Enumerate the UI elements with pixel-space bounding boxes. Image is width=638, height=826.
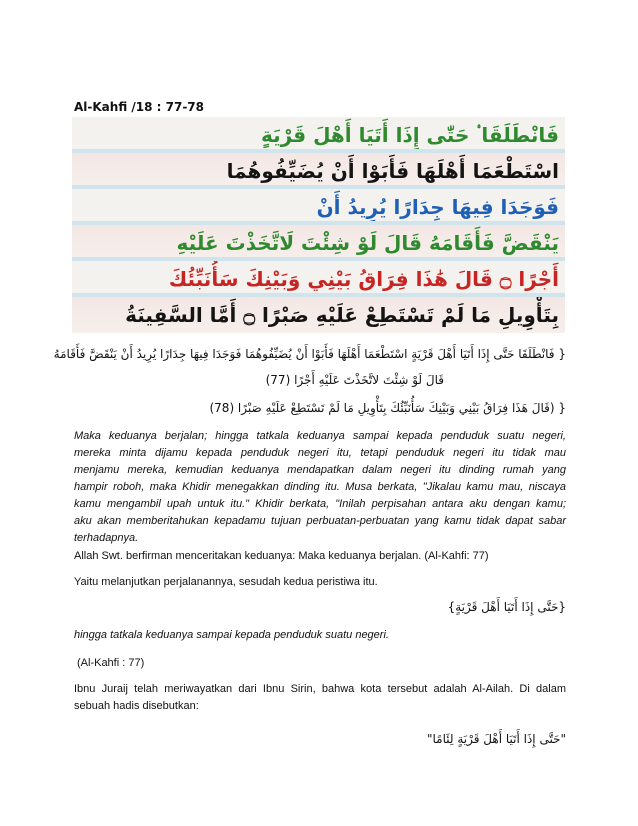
quran-image-text: فَانْطَلَقَا ۟ حَتّٰى إِذَا أَتَيَا أَهْلَ قَرْيَةٍ	[260, 123, 559, 147]
translation-line: mereka minta dijamu kepada penduduk negeri itu, tetapi penduduk negeri itu tidak mau	[74, 447, 566, 459]
quran-image-row	[72, 117, 565, 153]
arabic-verse-line: قَالَ لَوْ شِئْتَ لاتَّخَذْتَ عَلَيْهِ أَجْرًا (77)	[265, 373, 444, 387]
arabic-verse-line: { (قَالَ هَذَا فِرَاقُ بَيْنِي وَبَيْنِكَ سَأُنَبِّئُكَ بِتَأْوِيلِ مَا لَمْ تَسْتَطِعْ عَلَيْهِ صَبْرًا (78)	[209, 401, 566, 415]
quote-translation: hingga tatkala keduanya sampai kepada penduduk suatu negeri.	[74, 629, 389, 641]
translation-line: kamu mengambil upah untuk itu." Khidir berkata, "Inilah perpisahan antara aku dengan kamu;	[74, 498, 566, 510]
commentary-paragraph: Yaitu melanjutkan perjalanannya, sesudah kedua peristiwa itu.	[74, 576, 378, 588]
translation-line: terhadapnya.	[74, 532, 139, 544]
arabic-verse-line: { فَانْطَلَقَا حَتَّى إِذَا أَتَيَا أَهْلَ قَرْيَةٍ اسْتَطْعَمَا أَهْلَهَا فَأَبَوْا أَنْ يُضَيِّفُوهُمَا فَوَجَدَا فِيهَا جِدَارًا يُرِيدُ أَنْ يَنْقَضَّ فَأَقَامَهُ	[53, 347, 566, 361]
quran-image-text: اسْتَطْعَمَا أَهْلَهَا فَأَبَوْا أَنْ يُضَيِّفُوهُمَا	[226, 159, 559, 183]
translation-line: hampir roboh, maka Khidir menegakkan dinding itu. Musa berkata, "Jikalau kamu mau, niscaya	[74, 481, 566, 493]
paragraph-line: Ibnu Juraij telah meriwayatkan dari Ibnu Sirin, bahwa kota tersebut adalah Al-Ailah. Di dalam	[74, 683, 566, 695]
quran-image-text: أَجْرًا ۝ قَالَ هَٰذَا فِرَاقُ بَيْنِي وَبَيْنِكَ سَأُنَبِّئُكَ	[168, 267, 559, 291]
verse-translation	[74, 428, 566, 547]
commentary-paragraph	[74, 681, 566, 715]
arabic-quote: {حَتَّى إِذَا أَتَيَا أَهْلَ قَرْيَةٍ}	[447, 600, 566, 614]
translation-line: menjamu mereka, kemudian keduanya mendapatkan dalam negeri itu dinding rumah yang	[74, 464, 566, 476]
verse-reference: (Al-Kahfi : 77)	[77, 657, 145, 669]
quran-image-text: بِتَأْوِيلِ مَا لَمْ تَسْتَطِعْ عَلَيْهِ صَبْرًا ۝ أَمَّا السَّفِينَةُ	[125, 303, 559, 327]
quran-verse-image	[72, 117, 565, 333]
quran-image-row	[72, 189, 565, 225]
quran-image-text: فَوَجَدَا فِيهَا جِدَارًا يُرِيدُ أَنْ	[316, 195, 559, 219]
quran-image-row	[72, 297, 565, 333]
translation-line: Maka keduanya berjalan; hingga tatkala keduanya sampai kepada penduduk suatu negeri,	[74, 430, 566, 442]
paragraph-line: sebuah hadis disebutkan:	[74, 700, 199, 712]
arabic-hadith-quote: "حَتَّى إِذَا أَتَيَا أَهْلَ قَرْيَةٍ لِئَامًا"	[426, 732, 566, 746]
quran-image-row	[72, 261, 565, 297]
quran-image-row	[72, 153, 565, 189]
translation-line: aku akan memberitahukan kepadamu tujuan perbuatan-perbuatan yang kamu tidak dapat sabar	[74, 515, 566, 527]
quran-image-text: يَنْقَضَّ فَأَقَامَهُ قَالَ لَوْ شِئْتَ لَاتَّخَذْتَ عَلَيْهِ	[176, 231, 559, 255]
commentary-paragraph: Allah Swt. berfirman menceritakan keduanya: Maka keduanya berjalan. (Al-Kahfi: 77)	[74, 550, 489, 562]
quran-image-row	[72, 225, 565, 261]
page-title: Al-Kahfi /18 : 77-78	[74, 100, 205, 114]
